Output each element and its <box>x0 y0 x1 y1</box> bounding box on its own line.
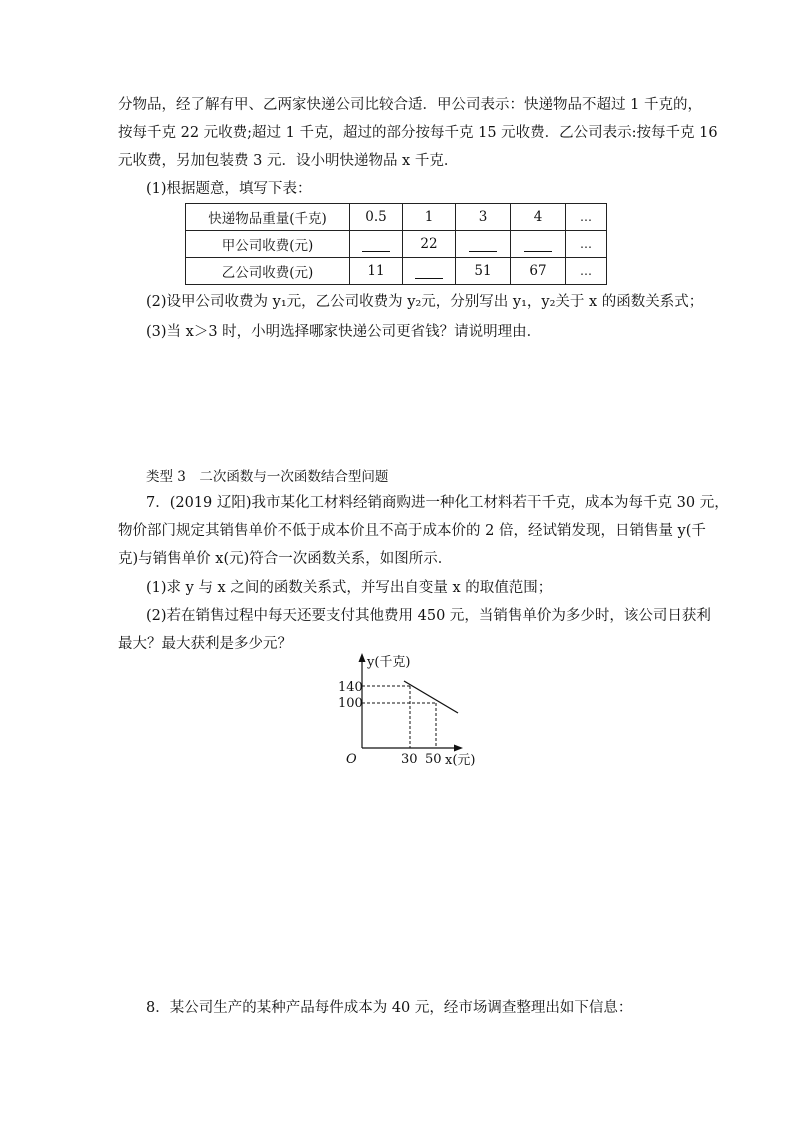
table-cell-blank <box>456 231 511 258</box>
table-cell-blank <box>511 231 566 258</box>
fill-blank <box>362 237 390 252</box>
table-cell-blank <box>403 258 456 285</box>
problem6-question2: (2)设甲公司收费为 y₁元，乙公司收费为 y₂元，分别写出 y₁，y₂关于 x 的函数关系式； <box>146 294 704 310</box>
x-axis-label: x(元) <box>445 753 476 768</box>
problem6-question1: (1)根据题意，填写下表： <box>146 181 312 197</box>
table-cell: … <box>566 258 607 285</box>
table-cell: … <box>566 204 607 231</box>
problem6-question3: (3)当 x＞3 时，小明选择哪家快递公司更省钱？请说明理由． <box>146 324 542 340</box>
problem7-text-line3: 克)与销售单价 x(元)符合一次函数关系，如图所示． <box>118 551 453 567</box>
x-tick-label: 50 <box>425 752 442 767</box>
table-cell: 3 <box>456 204 511 231</box>
table-cell: 0.5 <box>350 204 403 231</box>
fee-table <box>185 203 607 285</box>
y-tick-label: 140 <box>338 680 363 695</box>
table-cell: 51 <box>456 258 511 285</box>
problem6-text-line2: 按每千克 22 元收费;超过 1 千克，超过的部分按每千克 15 元收费．乙公司表示:按每千克 16 <box>118 125 718 141</box>
table-cell-blank <box>350 231 403 258</box>
table-row <box>186 204 607 231</box>
problem8-text-line1: 8．某公司生产的某种产品每件成本为 40 元，经市场调查整理出如下信息： <box>146 1000 633 1016</box>
x-axis-arrow <box>454 745 463 752</box>
fill-blank <box>415 264 443 279</box>
table-cell: 4 <box>511 204 566 231</box>
section-heading: 类型 3 二次函数与一次函数结合型问题 <box>146 469 389 485</box>
y-tick-label: 100 <box>338 696 363 711</box>
x-tick-label: 30 <box>401 752 418 767</box>
table-cell: 1 <box>403 204 456 231</box>
linear-function-graph <box>320 650 490 775</box>
problem7-text-line2: 物价部门规定其销售单价不低于成本价且不高于成本价的 2 倍，经试销发现，日销售量 y(千 <box>118 523 706 539</box>
origin-label: O <box>346 752 357 767</box>
problem7-question2-line2: 最大？最大获利是多少元？ <box>118 636 292 652</box>
function-line <box>404 681 458 713</box>
table-cell: 22 <box>403 231 456 258</box>
y-axis-label: y(千克) <box>367 655 411 670</box>
y-axis-arrow <box>359 653 366 662</box>
problem6-text-line3: 元收费，另加包装费 3 元．设小明快递物品 x 千克． <box>118 153 459 169</box>
problem7-question1: (1)求 y 与 x 之间的函数关系式，并写出自变量 x 的取值范围； <box>146 580 553 596</box>
table-cell: 11 <box>350 258 403 285</box>
problem7-text-line1: 7．(2019 辽阳)我市某化工材料经销商购进一种化工材料若干千克，成本为每千克 30 元， <box>146 495 729 511</box>
table-cell: 甲公司收费(元) <box>186 231 350 258</box>
table-row <box>186 258 607 285</box>
table-cell: 67 <box>511 258 566 285</box>
table-cell: 快递物品重量(千克) <box>186 204 350 231</box>
table-cell: … <box>566 231 607 258</box>
table-row <box>186 231 607 258</box>
fill-blank <box>469 237 497 252</box>
problem7-question2-line1: (2)若在销售过程中每天还要支付其他费用 450 元，当销售单价为多少时，该公司日获利 <box>146 608 711 624</box>
problem6-text-line1: 分物品，经了解有甲、乙两家快递公司比较合适．甲公司表示：快递物品不超过 1 千克的， <box>118 97 702 113</box>
table-cell: 乙公司收费(元) <box>186 258 350 285</box>
fill-blank <box>524 237 552 252</box>
